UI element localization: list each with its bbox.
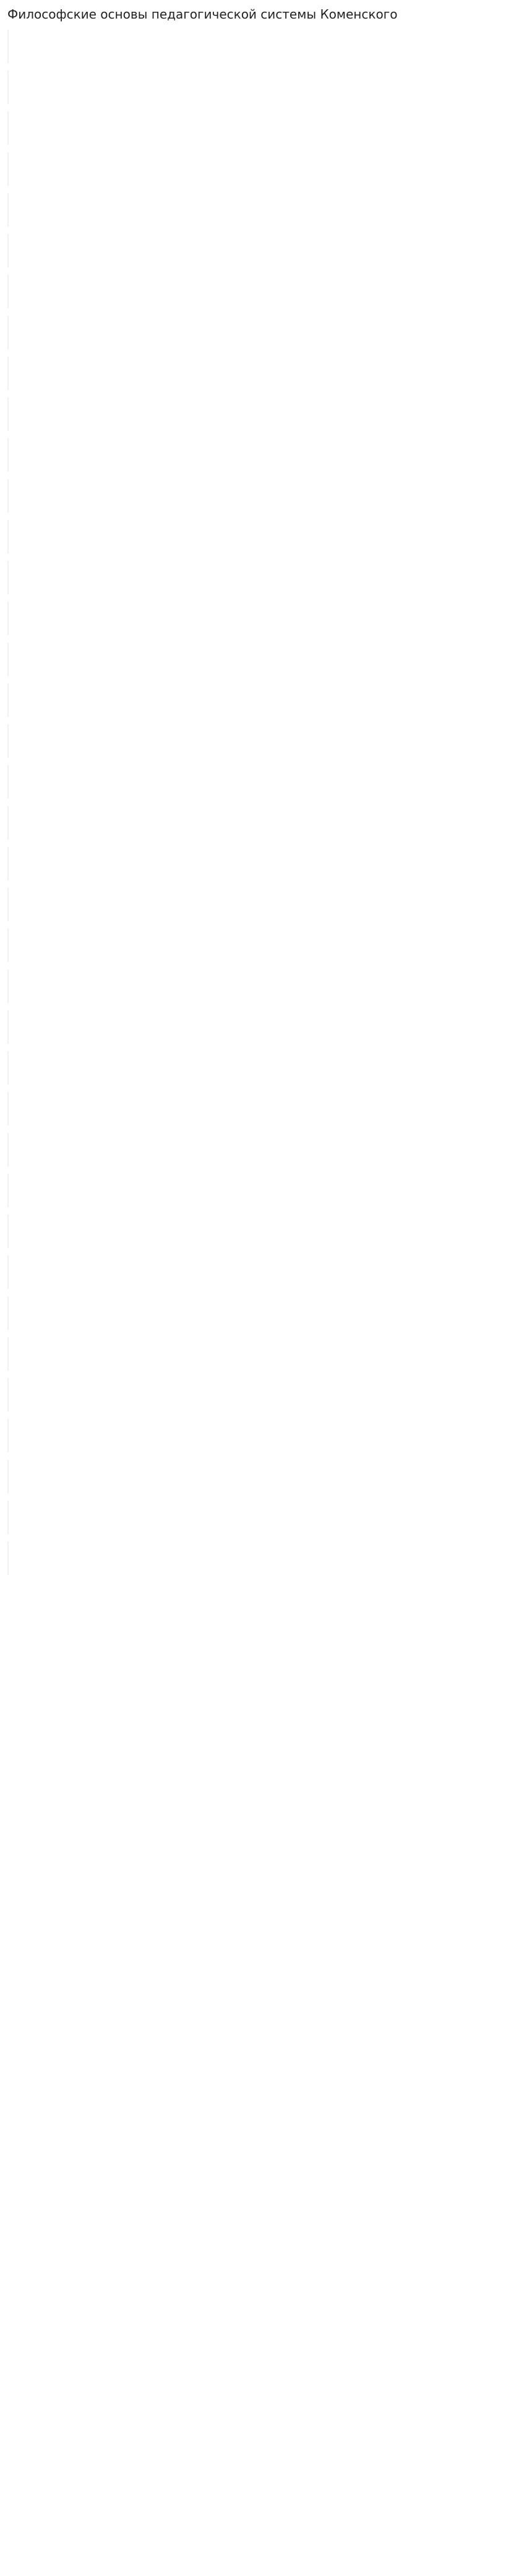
article-paragraph [7, 71, 517, 104]
article-paragraph [7, 1215, 517, 1248]
article-paragraph [7, 152, 517, 186]
article-paragraph [7, 969, 517, 1003]
article-body [7, 30, 517, 1575]
article-paragraph [7, 1542, 517, 1575]
article-paragraph [7, 806, 517, 839]
article-paragraph [7, 1296, 517, 1330]
article-paragraph [7, 929, 517, 962]
article-paragraph [7, 479, 517, 513]
article-paragraph [7, 520, 517, 553]
article-paragraph [7, 847, 517, 880]
article-paragraph [7, 1255, 517, 1289]
article-paragraph [7, 1051, 517, 1085]
article-paragraph [7, 1092, 517, 1125]
article-paragraph [7, 193, 517, 227]
article-paragraph [7, 888, 517, 921]
article-paragraph [7, 316, 517, 349]
article-paragraph [7, 1378, 517, 1412]
article-paragraph [7, 643, 517, 676]
article-paragraph [7, 602, 517, 635]
article-paragraph [7, 1419, 517, 1452]
article-paragraph [7, 111, 517, 145]
article-paragraph [7, 683, 517, 717]
article-paragraph [7, 1174, 517, 1207]
article-paragraph [7, 438, 517, 472]
article-paragraph [7, 1010, 517, 1044]
article-paragraph [7, 1133, 517, 1166]
article-paragraph [7, 30, 517, 63]
article-paragraph [7, 234, 517, 267]
article-paragraph [7, 1460, 517, 1493]
article-paragraph [7, 397, 517, 431]
article-paragraph [7, 561, 517, 594]
page-title: Философские основы педагогической системы Коменского [7, 7, 398, 22]
article-paragraph [7, 724, 517, 758]
article-paragraph [7, 357, 517, 390]
article-paragraph [7, 1501, 517, 1534]
article-paragraph [7, 1337, 517, 1371]
article-paragraph [7, 765, 517, 799]
article-paragraph [7, 275, 517, 308]
